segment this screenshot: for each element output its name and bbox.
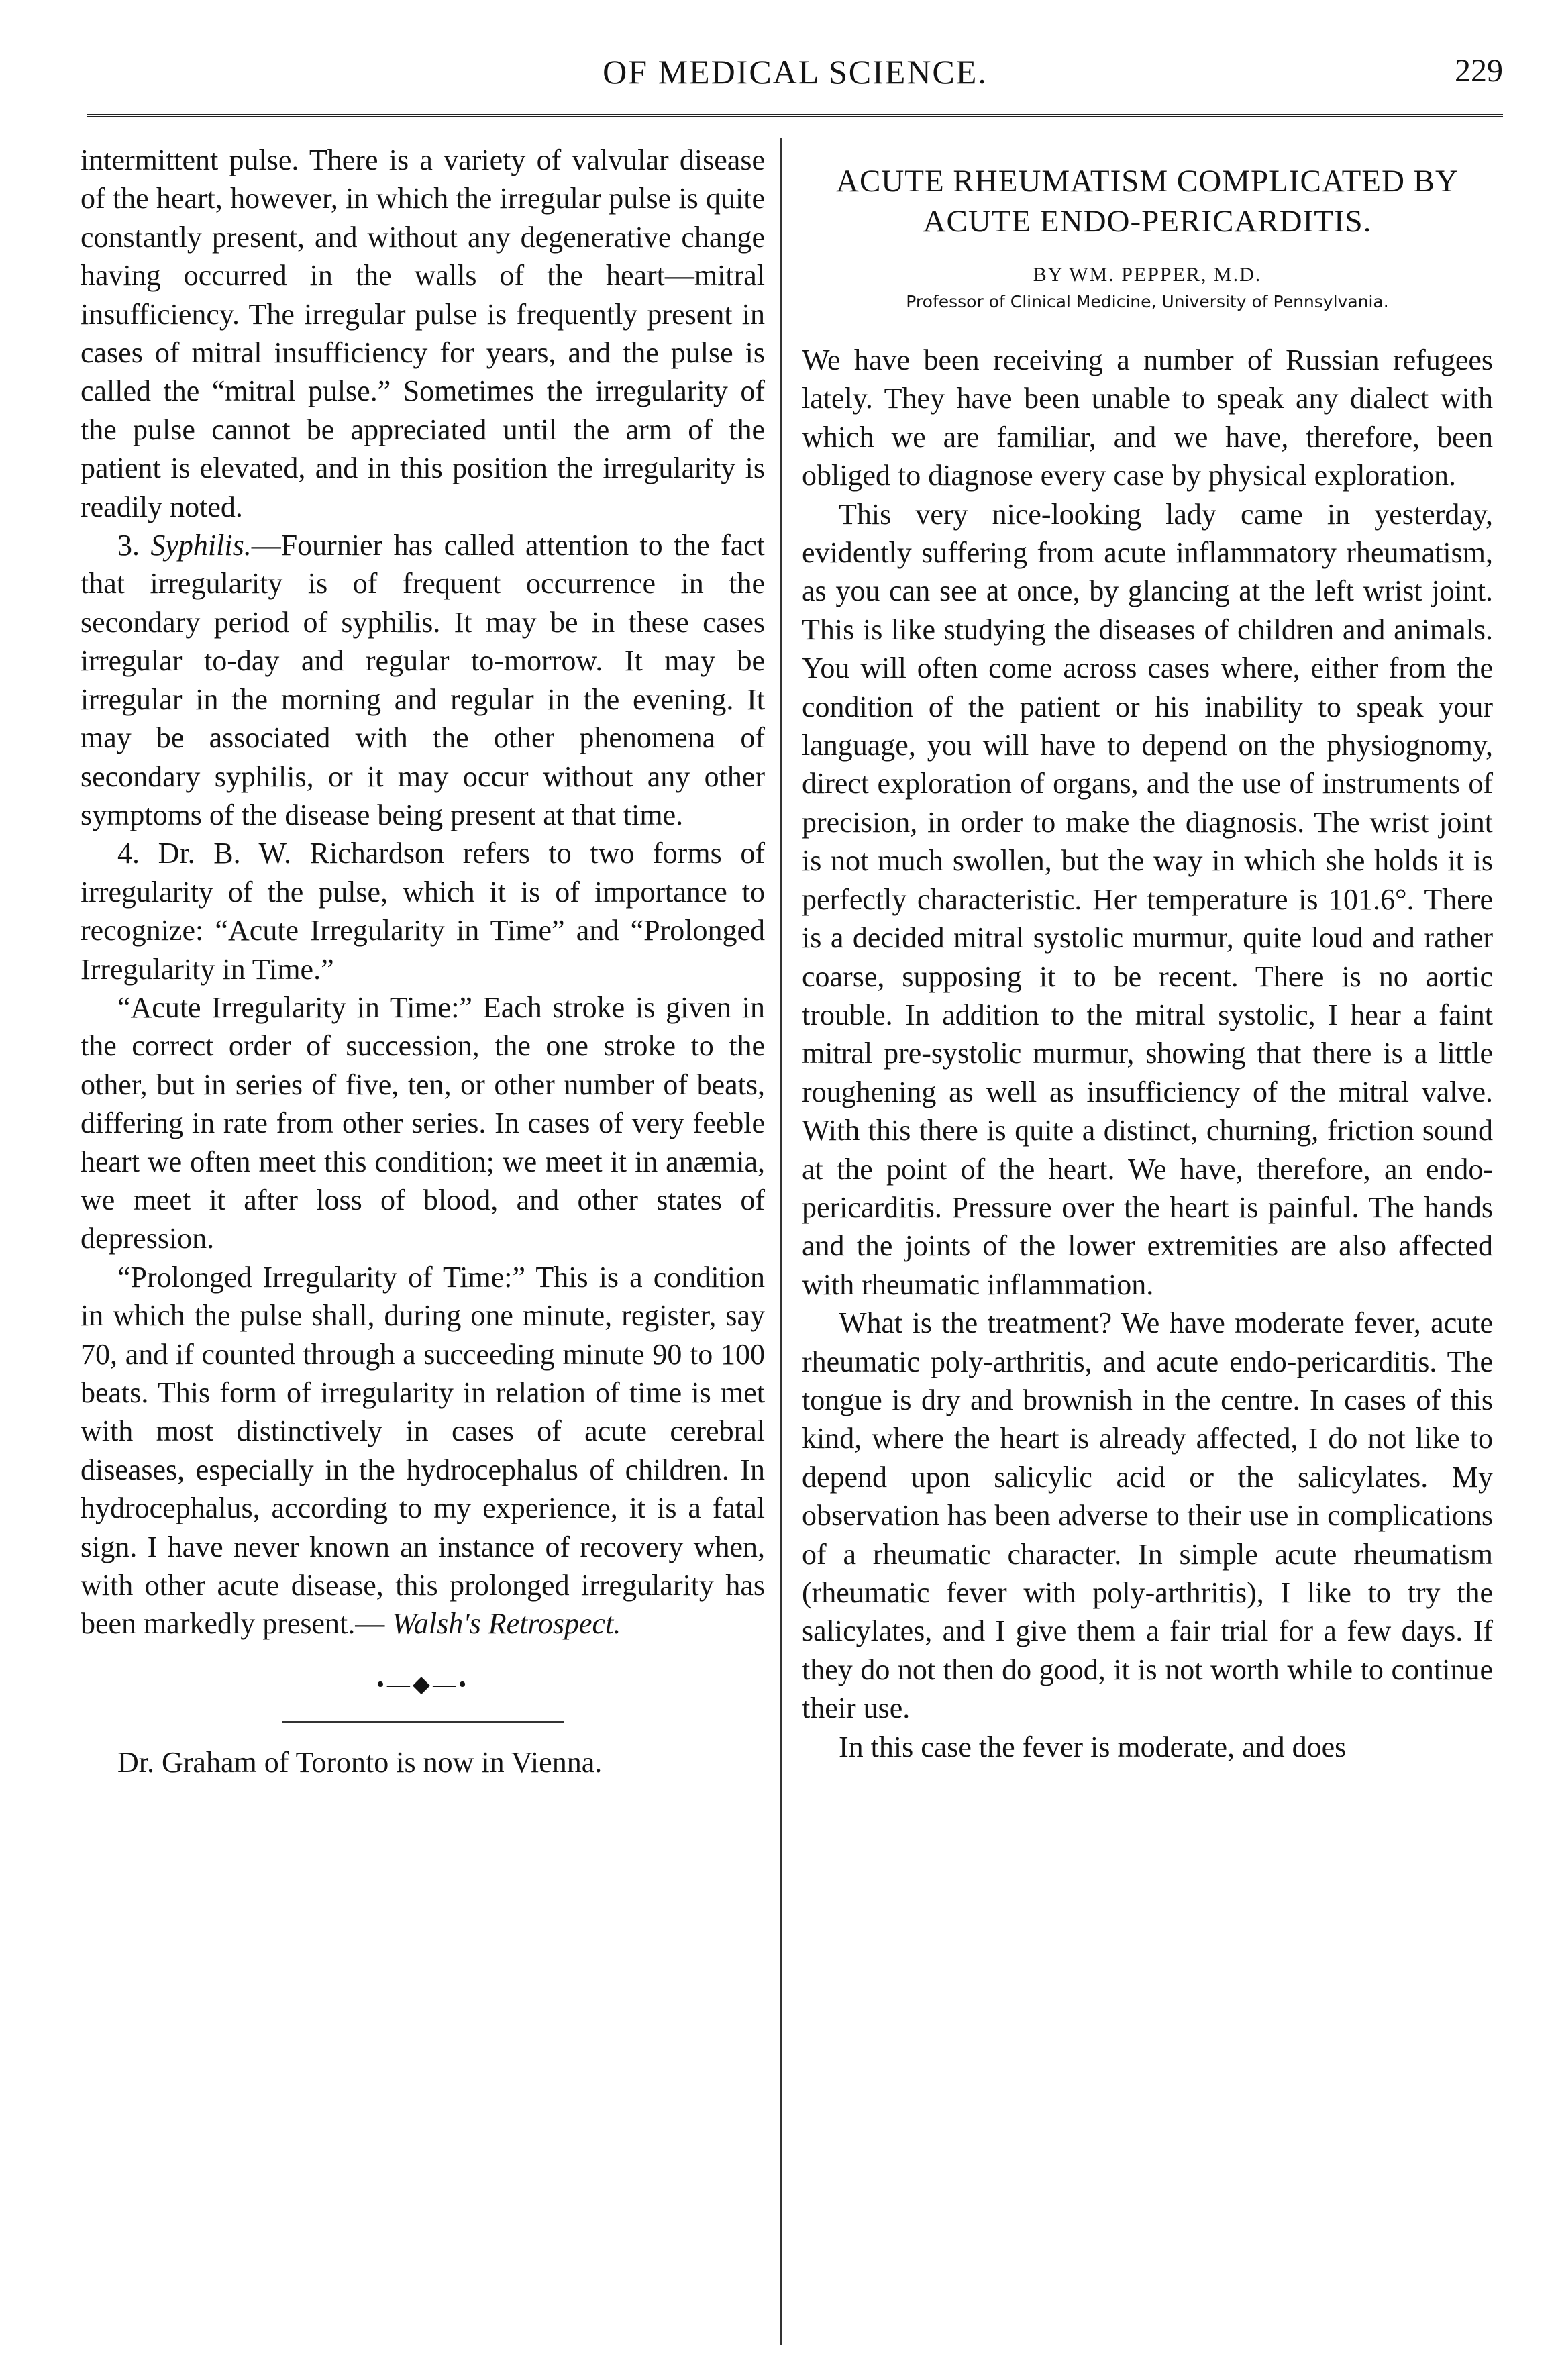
- paragraph: “Acute Irregularity in Time:” Each stroke is given in the correct order of succession, the one stroke to the other, but in series of five, ten, or other number of beats, differing in rate from other series. In cases of very feeble heart we often meet this condition; we meet it in anæmia, we meet it after loss of blood, and other states of depression.: [81, 990, 765, 1255]
- column-divider: [780, 138, 782, 2345]
- paragraph: This very nice-looking lady came in yesterday, evidently suffering from acute inflammatory rheumatism, as you can see at once, by glancing at the left wrist joint. This is like studying the diseases of children and animals. You will often come across cases where, either from the condition of the patient or his inability to speak your language, you will have to depend on the physiognomy, direct exploration of organs, and the use of instruments of precision, in order to make the diagnosis. The wrist joint is not much swollen, but the way in which she holds it is perfectly characteristic. Her temperature is 101.6°. There is a decided mitral systolic murmur, quite loud and rather coarse, supposing it to be recent. There is no aortic trouble. In addition to the mitral systolic, I hear a faint mitral pre-systolic murmur, showing that there is a little roughening as well as insufficiency of the mitral valve. With this there is quite a distinct, churning, friction sound at the point of the heart. We have, therefore, an endo-pericarditis. Pressure over the heart is painful. The hands and the joints of the lower extremities are also affected with rheumatic inflammation.: [802, 497, 1493, 1301]
- item-text: —Fournier has called attention to the fact that irregularity is of frequent occurrence in the secondary period of syphilis. It may be in these cases irregular to-day and regular to-morrow. It may be irregular in the morning and regular in the evening. It may be associated with the other phenomena of secondary syphilis, or it may occur without any other symptoms of the disease being present at that time.: [81, 529, 766, 831]
- paragraph-syphilis: [81, 526, 765, 834]
- paragraph-prolonged: [81, 1258, 765, 1643]
- right-column: [802, 141, 1493, 1766]
- paragraph-text: “Prolonged Irregularity of Time:” This is a condition in which the pulse shall, during one minute, register, say 70, and if counted through a succeeding minute 90 to 100 beats. This form of irregularity in relation of time is met with most distinctively in cases of acute cerebral diseases, especially in the hydrocephalus of children. In hydrocephalus, according to my experience, it is a fatal sign. I have never known an instance of recovery when, with other acute disease, this prolonged irregularity has been markedly present.—: [81, 1260, 765, 1641]
- item-term: Syphilis.: [150, 529, 252, 562]
- paragraph: intermittent pulse. There is a variety of valvular disease of the heart, however, in which the irregular pulse is quite constantly present, and without any degenerative change having occurred in the walls of the heart—mitral insufficiency. The irregular pulse is frequently present in cases of mitral insufficiency for years, and the pulse is called the “mitral pulse.” Sometimes the irregularity of the pulse cannot be appreciated until the arm of the patient is elevated, and in this position the irregularity is readily noted.: [81, 144, 765, 523]
- ornament-divider: •—◆—•: [376, 1671, 469, 1697]
- source-citation: Walsh's Retrospect.: [392, 1607, 621, 1641]
- separator-rule: [282, 1721, 564, 1723]
- article-title: ACUTE RHEUMATISM COMPLICATED BY ACUTE ENDO-PERICARDITIS.: [836, 164, 1459, 239]
- header-rule: [87, 114, 1503, 117]
- page-number: 229: [1455, 53, 1503, 89]
- paragraph: 4. Dr. B. W. Richardson refers to two forms of irregularity of the pulse, which it is of importance to recognize: “Acute Irregularity in Time” and “Prolonged Irregularity in Time.”: [81, 837, 765, 986]
- running-title: OF MEDICAL SCIENCE.: [603, 53, 988, 91]
- running-head: [87, 52, 1503, 106]
- affiliation: Professor of Clinical Medicine, University of Pennsylvania.: [906, 292, 1389, 311]
- left-column: [81, 141, 765, 1781]
- byline: BY WM. PEPPER, M.D.: [1033, 264, 1262, 286]
- item-number: 3.: [117, 529, 140, 562]
- paragraph: What is the treatment? We have moderate fever, acute rheumatic poly-arthritis, and acute endo-pericarditis. The tongue is dry and brownish in the centre. In cases of this kind, where the heart is already affected, I do not like to depend upon salicylic acid or the salicylates. My observation has been adverse to their use in complications of a rheumatic character. In simple acute rheumatism (rheumatic fever with poly-arthritis), I like to try the salicylates, and I give them a fair trial for a few days. If they do not then do good, it is not worth while to continue their use.: [802, 1306, 1493, 1725]
- paragraph: In this case the fever is moderate, and does: [839, 1730, 1347, 1763]
- news-item: Dr. Graham of Toronto is now in Vienna.: [117, 1745, 603, 1779]
- paragraph: We have been receiving a number of Russian refugees lately. They have been unable to speak any dialect with which we are familiar, and we have, therefore, been obliged to diagnose every case by physical exploration.: [802, 344, 1493, 493]
